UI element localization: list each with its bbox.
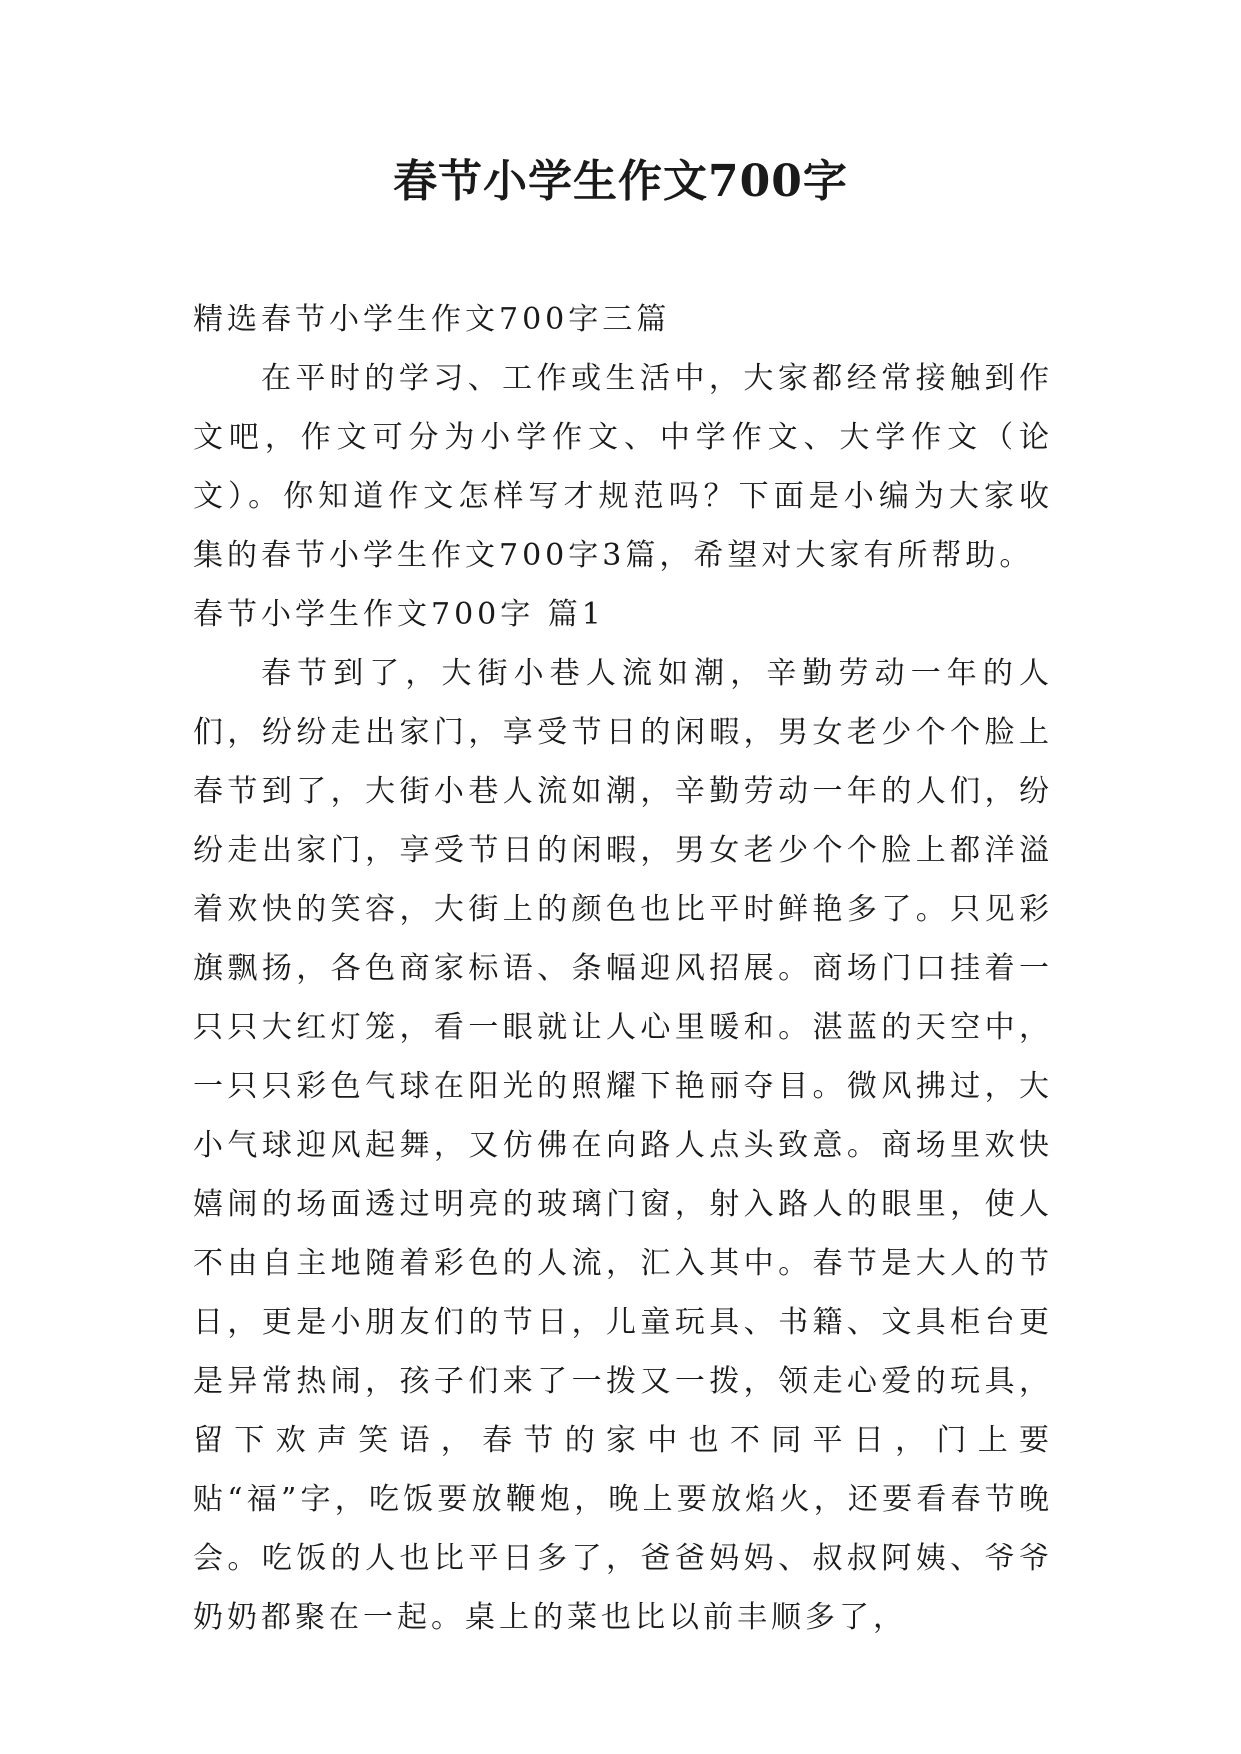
document-title: 春节小学生作文700字 (393, 156, 848, 207)
document-body (193, 290, 1053, 1647)
section-heading: 春节小学生作文700字 篇1 (193, 597, 605, 632)
document-subtitle: 精选春节小学生作文700字三篇 (193, 302, 671, 337)
section-paragraph: 春节到了，大街小巷人流如潮，辛勤劳动一年的人们，纷纷走出家门，享受节日的闲暇，男女老少个个脸上春节到了，大街小巷人流如潮，辛勤劳动一年的人们，纷纷走出家门，享受节日的闲暇，男女老少个个脸上都洋溢着欢快的笑容，大街上的颜色也比平时鲜艳多了。只见彩旗飘扬，各色商家标语、条幅迎风招展。商场门口挂着一只只大红灯笼，看一眼就让人心里暖和。湛蓝的天空中，一只只彩色气球在阳光的照耀下艳丽夺目。微风拂过，大小气球迎风起舞，又仿佛在向路人点头致意。商场里欢快嬉闹的场面透过明亮的玻璃门窗，射入路人的眼里，使人不由自主地随着彩色的人流，汇入其中。春节是大人的节日，更是小朋友们的节日，儿童玩具、书籍、文具柜台更是异常热闹，孩子们来了一拨又一拨，领走心爱的玩具，留下欢声笑语，春节的家中也不同平日，门上要贴“福”字，吃饭要放鞭炮，晚上要放焰火，还要看春节晚会。吃饭的人也比平日多了，爸爸妈妈、叔叔阿姨、爷爷奶奶都聚在一起。桌上的菜也比以前丰顺多了， (193, 656, 1053, 1635)
intro-paragraph: 在平时的学习、工作或生活中，大家都经常接触到作文吧，作文可分为小学作文、中学作文、大学作文（论文）。你知道作文怎样写才规范吗？下面是小编为大家收集的春节小学生作文700字3篇，希望对大家有所帮助。 (193, 361, 1053, 573)
